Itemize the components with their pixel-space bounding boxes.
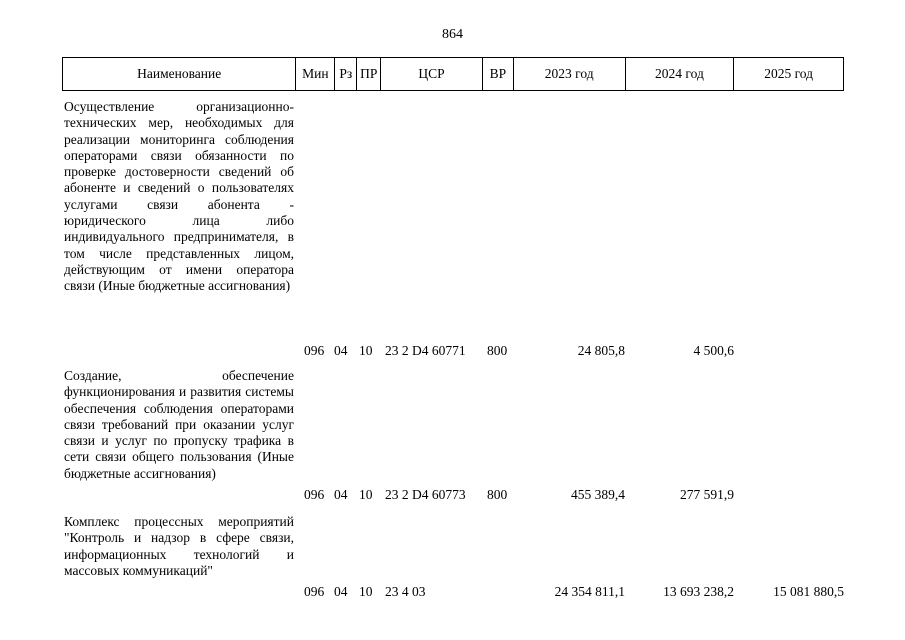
row-csr: 23 2 D4 60771 (385, 342, 466, 358)
row-pr: 10 (359, 486, 373, 502)
table-row (62, 366, 844, 503)
header-rz: Рз (335, 58, 357, 90)
row-vr: 800 (487, 342, 508, 358)
header-min: Мин (296, 58, 335, 90)
row-2023: 24 805,8 (577, 342, 625, 358)
row-2024: 13 693 238,2 (663, 583, 734, 599)
row-min: 096 (304, 342, 325, 358)
row-2023: 455 389,4 (571, 486, 625, 502)
row-pr: 10 (359, 342, 373, 358)
header-name: Наименование (63, 58, 296, 90)
row-rz: 04 (334, 583, 348, 599)
row-min: 096 (304, 486, 325, 502)
row-2024: 277 591,9 (680, 486, 734, 502)
header-vr: ВР (483, 58, 514, 90)
page-number: 864 (442, 27, 463, 42)
header-2024: 2024 год (626, 58, 735, 90)
row-vr: 800 (487, 486, 508, 502)
row-2024: 4 500,6 (693, 342, 734, 358)
header-csr: ЦСР (381, 58, 483, 90)
row-pr: 10 (359, 583, 373, 599)
header-2023: 2023 год (514, 58, 626, 90)
row-name: Создание, обеспечение функционирования и развития системы обеспечения соблюдения операторами связи требований при оказании услуг связи и услуг по пропуску трафика в сети связи общего пользования (Иные бюджетные ассигнования) (64, 368, 294, 481)
row-csr: 23 4 03 (385, 583, 426, 599)
row-rz: 04 (334, 342, 348, 358)
row-csr: 23 2 D4 60773 (385, 486, 466, 502)
row-2025: 15 081 880,5 (773, 583, 844, 599)
row-rz: 04 (334, 486, 348, 502)
row-min: 096 (304, 583, 325, 599)
row-name: Осуществление организационно-технических мер, необходимых для реализации мониторинга соблюдения операторами связи обязанности по проверке достоверности сведений об абоненте и сведений о пользователях услугами связи абонента - юридического лица либо индивидуального предпринимателя, в том числе представленных лицом, действующим от имени оператора связи (Иные бюджетные ассигнования) (64, 99, 294, 294)
table-row (62, 97, 844, 359)
row-2023: 24 354 811,1 (554, 583, 625, 599)
row-name: Комплекс процессных мероприятий "Контроль и надзор в сфере связи, информационных технологий и массовых коммуникаций" (64, 514, 294, 578)
table-header (62, 57, 844, 91)
table-row (62, 512, 844, 600)
header-pr: ПР (357, 58, 381, 90)
header-2025: 2025 год (764, 66, 814, 81)
